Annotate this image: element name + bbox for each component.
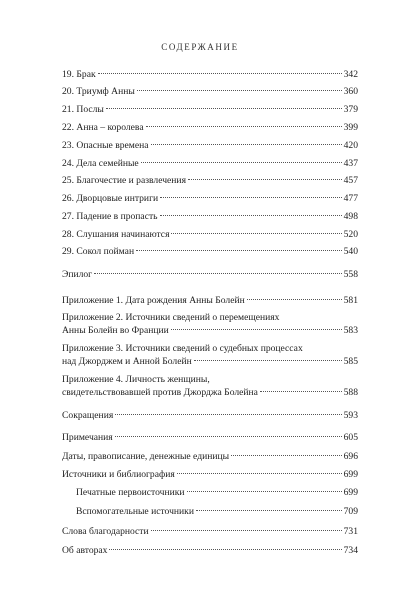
toc-entry[interactable] bbox=[62, 374, 358, 399]
dot-leader bbox=[136, 250, 342, 251]
page-title: СОДЕРЖАНИЕ bbox=[161, 42, 239, 52]
toc-entry[interactable] bbox=[62, 69, 358, 81]
toc-entry[interactable] bbox=[62, 451, 358, 463]
entry-page-number: 585 bbox=[343, 356, 358, 367]
toc-subentry[interactable] bbox=[76, 487, 358, 499]
entry-page-number: 477 bbox=[343, 193, 358, 204]
entry-label: Приложение 1. Дата рождения Анны Болейн bbox=[62, 295, 245, 306]
dot-leader bbox=[171, 329, 342, 330]
entry-label: 25. Благочестие и развлечения bbox=[62, 175, 186, 186]
entry-label: Сокращения bbox=[62, 410, 114, 421]
entry-page-number: 457 bbox=[343, 175, 358, 186]
toc-entry[interactable] bbox=[62, 343, 358, 368]
dot-leader bbox=[188, 179, 342, 180]
entry-label: 27. Падение в пропасть bbox=[62, 211, 158, 222]
dot-leader bbox=[94, 273, 341, 274]
dot-leader bbox=[260, 391, 342, 392]
entry-label: над Джорджем и Анной Болейн bbox=[62, 356, 192, 367]
dot-leader bbox=[177, 473, 342, 474]
entry-label: 29. Сокол пойман bbox=[62, 246, 135, 257]
entry-page-number: 605 bbox=[343, 432, 358, 443]
entry-page-number: 420 bbox=[343, 140, 358, 151]
dot-leader bbox=[247, 299, 342, 300]
dot-leader bbox=[137, 90, 342, 91]
toc-entry[interactable] bbox=[62, 410, 358, 422]
toc-entry[interactable] bbox=[62, 193, 358, 205]
toc-entry[interactable] bbox=[62, 122, 358, 134]
toc-entry[interactable] bbox=[62, 246, 358, 258]
entry-label: 26. Дворцовые интриги bbox=[62, 193, 159, 204]
dot-leader bbox=[141, 162, 342, 163]
toc-entry[interactable] bbox=[62, 295, 358, 307]
dot-leader bbox=[146, 126, 342, 127]
toc-subentry[interactable] bbox=[76, 506, 358, 518]
entry-label: Слова благодарности bbox=[62, 526, 149, 537]
dot-leader bbox=[151, 530, 342, 531]
entry-label: Анны Болейн во Франции bbox=[62, 325, 169, 336]
entry-label: Источники и библиография bbox=[62, 469, 175, 480]
entry-page-number: 581 bbox=[343, 295, 358, 306]
entry-page-number: 709 bbox=[343, 506, 358, 517]
toc-entry[interactable] bbox=[62, 86, 358, 98]
dot-leader bbox=[151, 144, 342, 145]
dot-leader bbox=[196, 510, 342, 511]
entry-page-number: 379 bbox=[343, 104, 358, 115]
toc-entry[interactable] bbox=[62, 104, 358, 116]
entry-label: Даты, правописание, денежные единицы bbox=[62, 451, 230, 462]
dot-leader bbox=[187, 491, 342, 492]
entry-page-number: 342 bbox=[343, 69, 358, 80]
entry-label: Эпилог bbox=[62, 269, 93, 280]
entry-label: 20. Триумф Анны bbox=[62, 86, 135, 97]
entry-label: 19. Брак bbox=[62, 69, 96, 80]
dot-leader bbox=[109, 549, 341, 550]
toc-entry[interactable] bbox=[62, 312, 358, 337]
entry-label: 28. Слушания начинаются bbox=[62, 229, 170, 240]
entry-label-line1: Приложение 4. Личность женщины, bbox=[62, 374, 210, 385]
entry-label: Печатные первоисточники bbox=[76, 487, 185, 498]
entry-label: 22. Анна – королева bbox=[62, 122, 144, 133]
dot-leader bbox=[115, 436, 342, 437]
dot-leader bbox=[115, 414, 341, 415]
dot-leader bbox=[106, 108, 342, 109]
entry-label-line1: Приложение 3. Источники сведений о судебных процессах bbox=[62, 343, 303, 354]
entry-page-number: 593 bbox=[343, 410, 358, 421]
toc-entry[interactable] bbox=[62, 545, 358, 557]
entry-label: свидетельствовавшей против Джорджа Болейна bbox=[62, 387, 258, 398]
toc-entry[interactable] bbox=[62, 211, 358, 223]
entry-label: Примечания bbox=[62, 432, 113, 443]
entry-page-number: 540 bbox=[343, 246, 358, 257]
entry-label: 23. Опасные времена bbox=[62, 140, 149, 151]
entry-page-number: 731 bbox=[343, 526, 358, 537]
entry-page-number: 696 bbox=[343, 451, 358, 462]
toc-entry[interactable] bbox=[62, 140, 358, 152]
entry-page-number: 734 bbox=[343, 545, 358, 556]
toc-entry[interactable] bbox=[62, 158, 358, 170]
entry-page-number: 498 bbox=[343, 211, 358, 222]
entry-label: 24. Дела семейные bbox=[62, 158, 139, 169]
toc-entry[interactable] bbox=[62, 269, 358, 281]
entry-label-line1: Приложение 2. Источники сведений о перемещениях bbox=[62, 312, 280, 323]
toc-entry[interactable] bbox=[62, 175, 358, 187]
entry-label: 21. Послы bbox=[62, 104, 104, 115]
toc-entry[interactable] bbox=[62, 526, 358, 538]
entry-page-number: 558 bbox=[343, 269, 358, 280]
entry-page-number: 399 bbox=[343, 122, 358, 133]
dot-leader bbox=[160, 197, 341, 198]
entry-page-number: 699 bbox=[343, 469, 358, 480]
toc-entry[interactable] bbox=[62, 469, 358, 481]
dot-leader bbox=[98, 73, 342, 74]
dot-leader bbox=[231, 455, 342, 456]
entry-page-number: 583 bbox=[343, 325, 358, 336]
dot-leader bbox=[171, 233, 341, 234]
entry-label: Вспомогательные источники bbox=[76, 506, 194, 517]
toc-entry[interactable] bbox=[62, 229, 358, 241]
entry-page-number: 699 bbox=[343, 487, 358, 498]
dot-leader bbox=[194, 360, 342, 361]
entry-page-number: 437 bbox=[343, 158, 358, 169]
toc-entry[interactable] bbox=[62, 432, 358, 444]
dot-leader bbox=[160, 215, 342, 216]
entry-label: Об авторах bbox=[62, 545, 108, 556]
entry-page-number: 520 bbox=[343, 229, 358, 240]
entry-page-number: 360 bbox=[343, 86, 358, 97]
entry-page-number: 588 bbox=[343, 387, 358, 398]
